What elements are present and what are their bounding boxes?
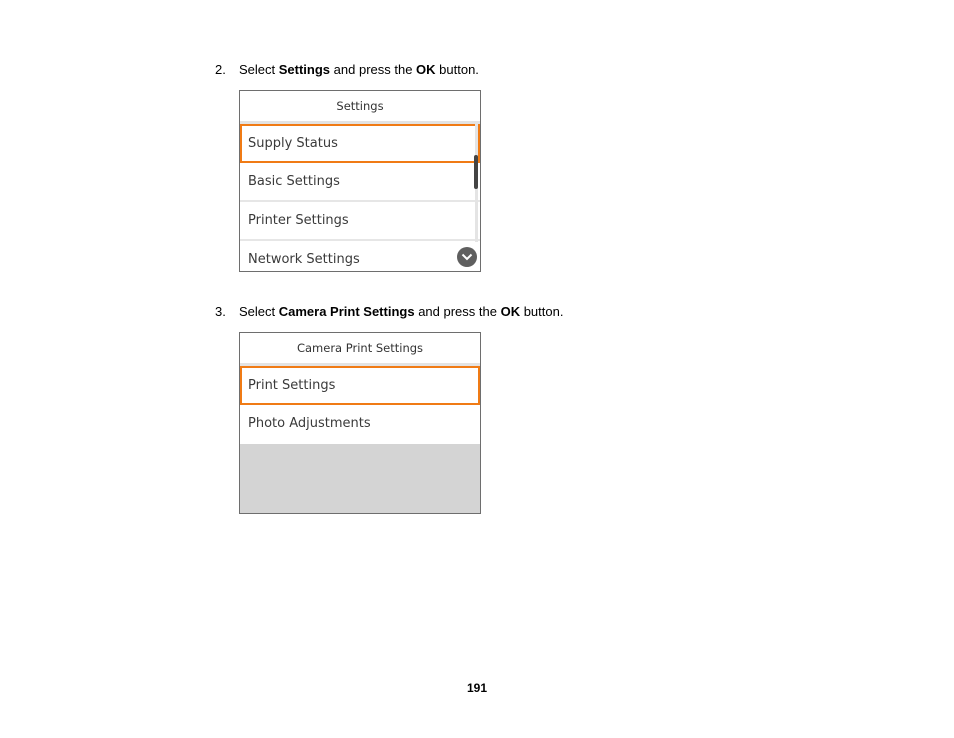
step-number: 2. xyxy=(215,62,226,77)
step-bold-ok: OK xyxy=(416,62,436,77)
step-text-post: button. xyxy=(435,62,479,77)
step-3-instruction xyxy=(215,304,563,320)
screen-title: Camera Print Settings xyxy=(240,333,480,363)
step-2-instruction xyxy=(215,62,479,78)
step-text-post: button. xyxy=(520,304,564,319)
step-text-pre: Select xyxy=(239,304,279,319)
screen-title: Settings xyxy=(240,91,480,121)
step-bold-ok: OK xyxy=(500,304,521,319)
empty-area xyxy=(240,444,480,513)
menu-item-photo-adjustments[interactable]: Photo Adjustments xyxy=(240,405,480,444)
scrollbar-thumb[interactable] xyxy=(474,155,478,189)
camera-print-settings-screen xyxy=(239,332,481,514)
settings-screen xyxy=(239,90,481,272)
menu-item-supply-status[interactable]: Supply Status xyxy=(240,124,480,163)
step-text-mid: and press the xyxy=(414,304,501,319)
chevron-down-circle-icon[interactable] xyxy=(457,247,477,267)
step-number: 3. xyxy=(215,304,226,319)
page-number: 191 xyxy=(466,681,488,695)
menu-item-basic-settings[interactable]: Basic Settings xyxy=(240,163,480,202)
step-bold-settings: Settings xyxy=(278,62,331,77)
step-text-pre: Select xyxy=(239,62,279,77)
step-text-mid: and press the xyxy=(330,62,417,77)
step-bold-camera-print-settings: Camera Print Settings xyxy=(278,304,415,319)
menu-item-printer-settings[interactable]: Printer Settings xyxy=(240,202,480,241)
menu-item-print-settings[interactable]: Print Settings xyxy=(240,366,480,405)
menu-item-network-settings[interactable]: Network Settings xyxy=(240,241,480,272)
